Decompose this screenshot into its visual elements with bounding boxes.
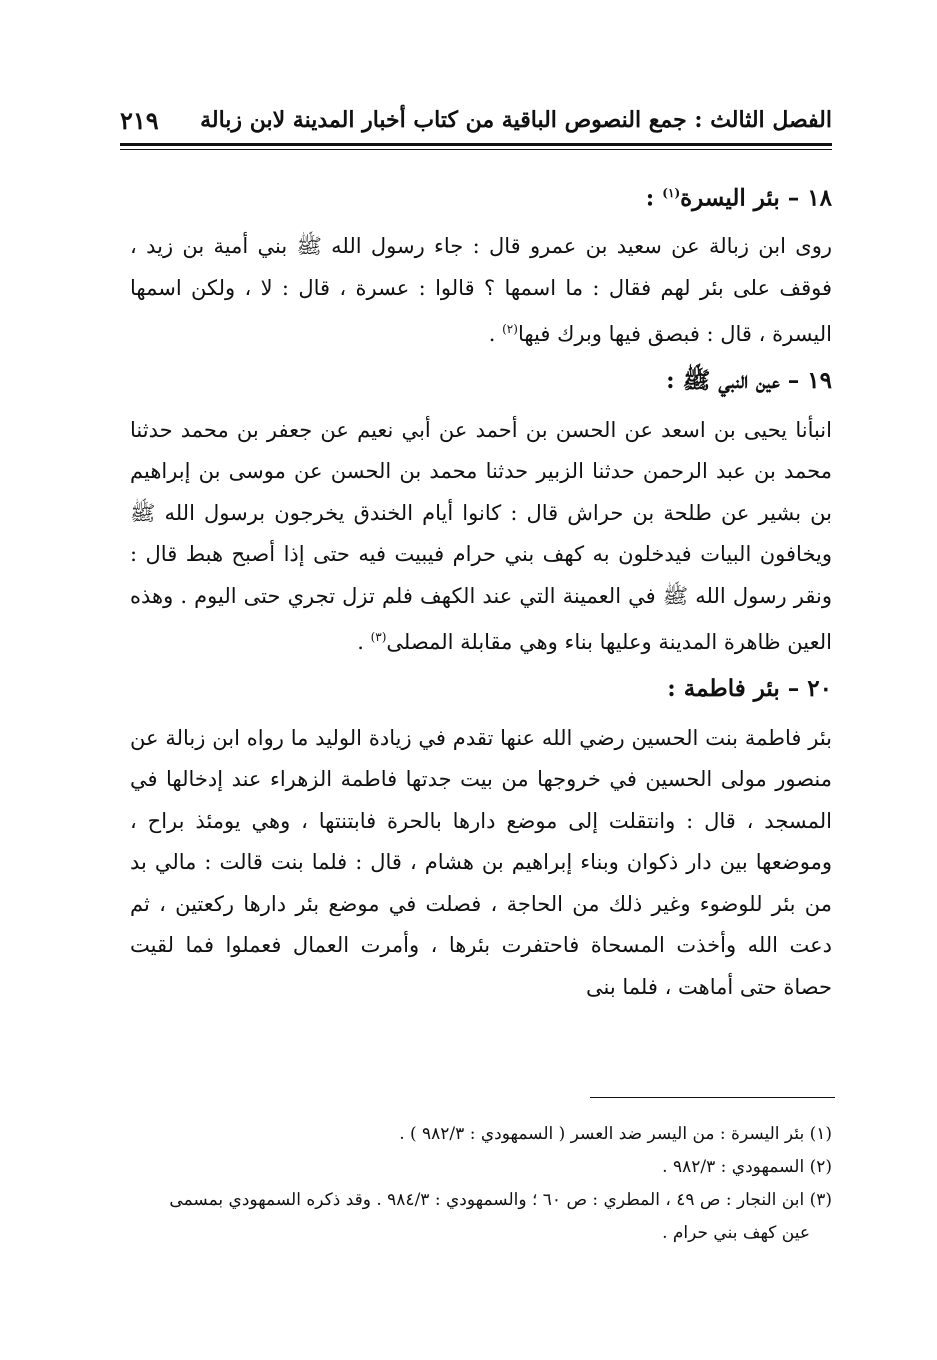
paragraph-end: . — [357, 630, 371, 654]
running-header — [120, 100, 832, 140]
header-rule-thick — [120, 143, 832, 146]
paragraph-text: انبأنا يحيى بن اسعد عن الحسن بن أحمد عن أبي نعيم عن جعفر بن محمد حدثنا محمد بن عبد الرحمن حدثنا الزبير حدثنا محمد بن الحسن عن موسى بن إبراهيم بن بشير عن طلحة بن حراش قال : كانوا أيام الخندق يخرجون برسول الله ﷺ ويخافون البيات فيدخلون به كهف بني حرام فيبيت فيه حتى إذا أصبح هبط قال : ونقر رسول الله ﷺ في العمينة التي عند الكهف فلم تزل تجري حتى اليوم . وهذه العين ظاهرة المدينة وعليها بناء وهي مقابلة المصلى — [130, 417, 832, 654]
section-heading-20 — [130, 664, 832, 714]
header-rule-thin — [120, 149, 832, 150]
footnotes — [130, 1118, 832, 1250]
footnote-2: (٢) السمهودي : ٩٨٢/٣ . — [662, 1157, 832, 1177]
footnote-ref-2: (٢) — [502, 322, 518, 336]
footnote-ref-1: (١) — [662, 186, 681, 200]
heading-colon: : — [667, 674, 684, 702]
section-paragraph-18 — [130, 226, 832, 356]
section-heading-19 — [130, 356, 832, 406]
paragraph-text: بئر فاطمة بنت الحسين رضي الله عنها تقدم في زيادة الوليد ما رواه ابن زبالة عن منصور مولى الحسين في خروجها من بيت جدتها فاطمة الزهراء عند إدخالها في المسجد ، قال : وانتقلت إلى موضع دارها بالحرة فابتنتها ، وهي يومئذ براح ، وموضعها بين دار ذكوان وبناء إبراهيم بن هشام ، قال : فلما بنت قالت : مالي بد من بئر للوضوء وغير ذلك من الحاجة ، فصلت في موضع بئر دارها ركعتين ، ثم دعت الله وأخذت المسحاة فاحتفرت بئرها ، وأمرت العمال فعملوا فما لقيت حصاة حتى أماهت ، فلما بنى — [130, 725, 832, 999]
heading-text: ١٨ – بئر اليسرة — [680, 184, 832, 212]
heading-colon: : — [645, 184, 663, 212]
footnote-1: (١) بئر اليسرة : من اليسر ضد العسر ( السمهودي : ٩٨٢/٣ ) . — [399, 1124, 832, 1144]
running-title: الفصل الثالث : جمع النصوص الباقية من كتاب أخبار المدينة لابن زبالة — [200, 107, 832, 133]
section-heading-18 — [130, 168, 832, 218]
heading-colon: : — [666, 366, 683, 394]
footnote-3-continuation: عين كهف بني حرام . — [662, 1223, 810, 1243]
footnote-separator — [590, 1097, 835, 1098]
heading-text: ١٩ – عين النبي ﷺ — [682, 366, 832, 394]
section-paragraph-19 — [130, 410, 832, 664]
heading-text: ٢٠ – بئر فاطمة — [683, 674, 832, 702]
page-number: ٢١٩ — [120, 105, 159, 135]
paragraph-end: . — [488, 322, 503, 346]
footnote-ref-3: (٣) — [370, 630, 387, 644]
footnote-3: (٣) ابن النجار : ص ٤٩ ، المطري : ص ٦٠ ؛ والسمهودي : ٩٨٤/٣ . وقد ذكره السمهودي بمسمى — [169, 1190, 832, 1210]
section-paragraph-20 — [130, 718, 832, 1009]
paragraph-text: روى ابن زبالة عن سعيد بن عمرو قال : جاء رسول الله ﷺ بني أمية بن زيد ، فوقف على بئر لهم فقال : ما اسمها ؟ قالوا : عسرة ، قال : لا ، ولكن اسمها اليسرة ، قال : فبصق فيها وبرك فيها — [130, 234, 832, 346]
main-text — [130, 168, 832, 1008]
